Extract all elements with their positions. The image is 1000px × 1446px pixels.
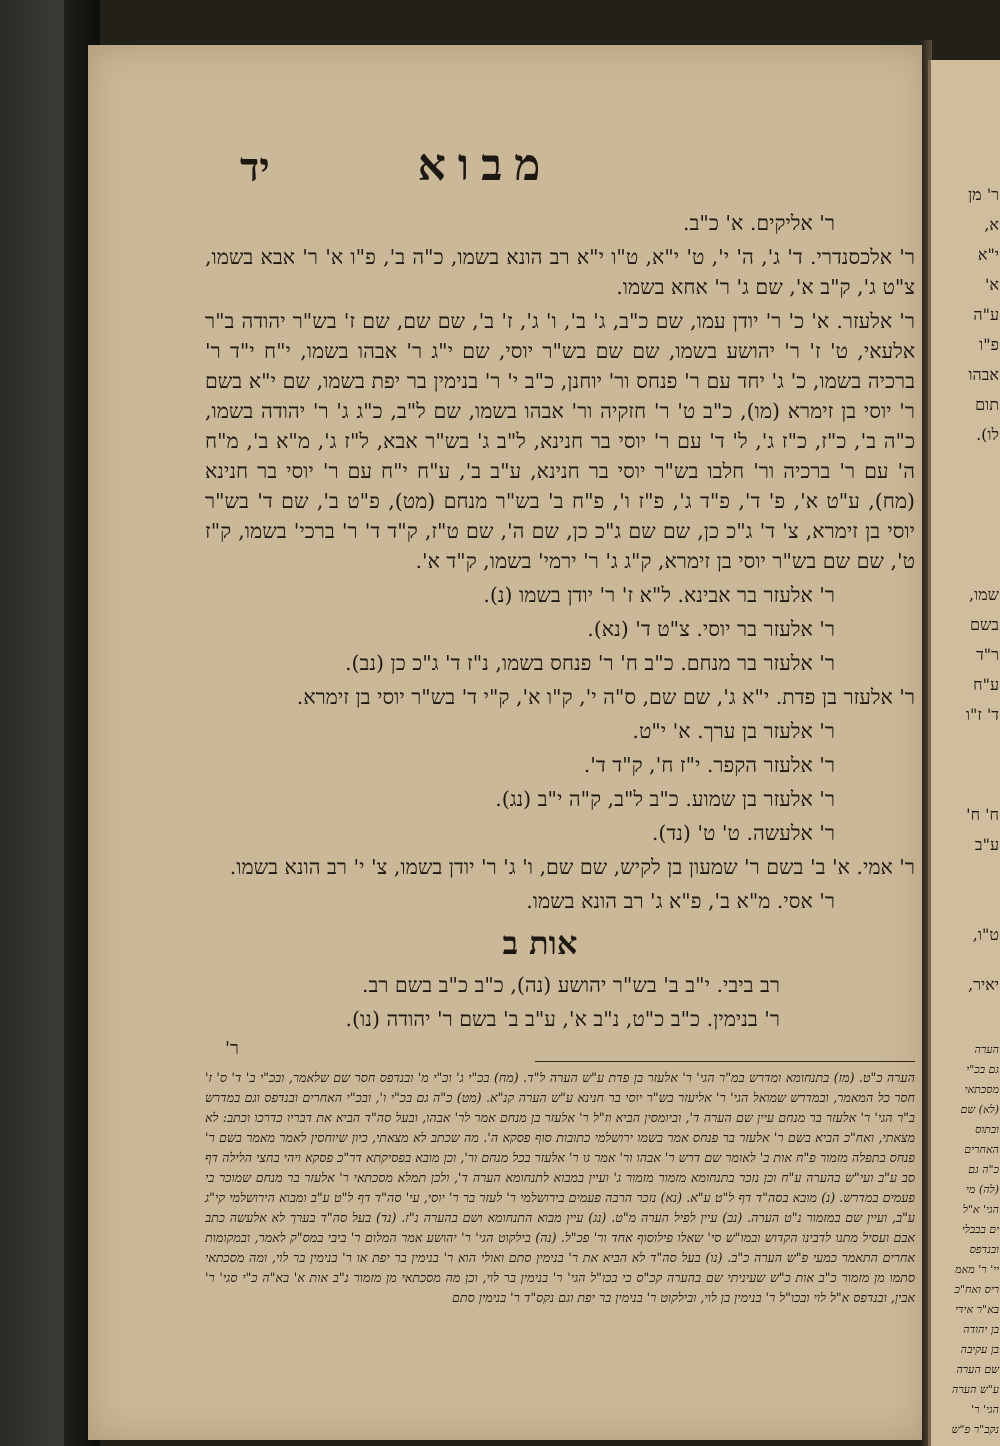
index-entry: ר' אסי. מ"א ב', פ"א ג' רב הונא בשמו.: [526, 889, 835, 913]
index-entry: ר' אלעזר בן ערך. א' י"ט.: [632, 719, 835, 743]
adjacent-line: א,: [984, 215, 999, 234]
adjacent-line: ע"ח: [973, 675, 999, 694]
adjacent-line: לו).: [976, 425, 999, 444]
index-entry: ר' אמי. א' ב' בשם ר' שמעון בן לקיש, שם שם, ו' ג' ר' יודן בשמו, צ' י' רב הונא בשמו.: [229, 855, 915, 879]
adjacent-page-text: [935, 180, 999, 1440]
page-right-edge: [928, 60, 1000, 1446]
adjacent-line: ח' ח': [966, 805, 999, 824]
adjacent-footnote: ובנדפס: [969, 1243, 999, 1256]
section-heading: אות ב: [502, 924, 578, 962]
adjacent-footnote: כ"ה גם: [968, 1163, 999, 1176]
adjacent-line: ר"ד: [976, 645, 999, 664]
adjacent-footnote: (לא) שם: [960, 1103, 999, 1116]
running-header: [205, 140, 915, 200]
adjacent-footnote: הערה: [974, 1043, 999, 1056]
index-entry: רב ביבי. י"ב ב' בש"ר יהושע (נה), כ"ב כ"ב בשם רב.: [361, 973, 780, 997]
adjacent-line: פ"ו: [979, 335, 999, 354]
adjacent-footnote: (לה) מי: [965, 1183, 999, 1196]
index-entry: ר' אלעזר בר אבינא. ל"א ז' ר' יודן בשמו (נ).: [483, 583, 835, 607]
footnotes: הערה כ"ט. (מז) בתנחומא ומדרש במ"ר הגי' ר' אלעזר בן פדת ע"ש הערה ל"ד. (מח) בכ"י ג' וכ"י מ' ובנדפס חסר שם שלאמר, ובכ"י ב' ד' ס' ז' חסר כל המאמר, ובמדרש שמואל הגי' ר' אליעזר בש"ר יוסי בר חנינא ע"ש הערה קנ"א. (מט) כ"ה גם בכ"י ו', ובכ"י האחרים ובנדפס וגם במדרש ב"ר הגי' ר' אלעזר בר מנחם עיין שם הערה ד', וביומסין הביא וז"ל ר' אלעזר בן מנחם אמר לר' אבהו, ובעל סה"ד הביא את דבריו כדרכו וכתב: לא מצאתי, ואח"כ הביא בשם ר' אלעזר בר פנחס אמר בשמו ירושלמי כתובות סוף פסקא ה'. מה שכתב לא מצאתי, כיון שיוחסין לאמר מאמר בשם ר' פנחס בתפלה מזמור פ"ח אות ב' לאומר שם דרש ר' אבהו ור' אמר גו ר' אלעזר בכל מנחם ור', וכן מובא בפסיקתא דר"כ פסקא ויהי בחצי הלילה דף סב ע"ב ועי"ש בהערה ע"ח וכן נזכר בתנחומא מזמור מזמור ג' ועיין במבוא לתנחומא הערה ד', ולכן תמלא מסכתאי ר' אלעזר בר מנחם שמוכר בי פעמים במדרש. (נ) מובא בסה"ד דף ל"ט ע"א. (נא) נזכר הרבה פעמים בירושלמי ר' לעזר בר ר' יוסי, עי' סה"ד דף ל"ט ע"ב ומבוא הירושלמי קי"ג ע"ב, ועיין שם במזמור נ"ט הערה. (נב) עיין לפיל הערה מ"ט. (נג) עיין מבוא התנחומא ושם בהערה נ"ז. (נד) בעל סה"ד בערך לא אלעשה כתב אבם ועסיל מתנו לדבינו הקדוש ובמו"ש סי' שאלו פילוסוף אחד ור' פכ"ל. (נה) בילקוט הגי' ר' יהושע אמר המלום ר' ביבי במס"ק לאמר, ובמקומות אחרים התאמר כמעי פ"ש הערה כ"ב. (נו) בעל סה"ד לא הביא את ר' בנימין סתם ואולי הוא ר' בנימין בר יפת או ר' בנימין בר לוי, ומה מסכתאי סתמו מן מזמור כ"ב אות כ"ש שעיניתי שם בהערה קכ"ס כי בכו"ל הגי' ר' בנימין בר לוי, וכן מה מסכתאי מן מזמור נ"ב אות א' בא"ה כ"י סגי' ר' אבין, ובנדפס א"ל לוי ובכו"ל ר' בנימין בן לוי, ובילקוט ר' בנימין בר יפת וגם נקס"ד ר' בנימין סתם: [205, 1070, 915, 1305]
adjacent-line: ד' ז"ו: [965, 705, 999, 724]
catchword: ר': [225, 1038, 239, 1059]
index-entry: ר' אלעזר הקפר. י"ז ח', ק"ד ד'.: [583, 753, 835, 777]
index-entry: ר' אלעשה. ט' ט' (נד).: [651, 821, 835, 845]
index-entry: ר' בנימין. כ"ב כ"ט, נ"ב א', ע"ב ב' בשם ר' יהודה (נו).: [345, 1007, 780, 1031]
page-title: מבוא: [417, 140, 553, 191]
index-entry: ר' אלכסנדרי. ד' ג', ה' י', ט' י"א, ט"ו י"א רב הונא בשמו, כ"ה ב', פ"ו א' ר' אבא בשמו, צ"ט ג', ק"ב א', שם ג' ר' אחא בשמו.: [205, 245, 915, 299]
adjacent-line: י"א: [977, 245, 999, 264]
adjacent-line: יאיר,: [968, 975, 999, 994]
adjacent-footnote: הגי' ר': [971, 1403, 999, 1416]
adjacent-footnote: ים בבבלי: [961, 1223, 999, 1236]
adjacent-footnote: מסכתאי: [964, 1083, 999, 1096]
adjacent-line: א': [985, 275, 999, 294]
index-entry: ר' אלעזר. א' כ' ר' יודן עמו, שם כ"ב, ג' ב', ו' ג', ז' ב', שם שם, שם ז' בש"ר יהודה ב"ר אלעאי, ט' ז' ר' יהושע בשמו, שם שם בש"ר יוסי, שם י"ג ר' אבהו בשמו, י"ח י"ד ר' ברכיה בשמו, כ' ג' יחד עם ר' פנחס ור' יוחנן, כ"ב י' ר' בנימין בר יפת בשמו, שם י"א בשם ר' יוסי בן זימרא (מו), כ"ב ט' ר' חזקיה ור' אבהו בשמו, שם ל"ב, כ"ג ג' ר' יהודה בשמו, כ"ה ב', כ"ז, כ"ז ג', ל' ד' עם ר' יוסי בר חנינא, ל"ב ג' בש"ר אבא, ל"ז ג', מ"א ב', מ"ח ה' עם ר' ברכיה ור' חלבו בש"ר יוסי בר חנינא, ע"ב ב', ע"ח י"ח עם ר' יוסי בר חנינא (מח), ע"ט א', פ' ד', פ"ד ג', פ"ז ו', פ"ח ב' בש"ר מנחם (מט), פ"ט ב', שם ד' בש"ר יוסי בן זימרא, צ' ד' ג"כ כן, שם שם ג"כ כן, שם ה', שם ט"ז, ק"ד ד' ר' ברכי' בשמו, ק"ז ט', שם שם בש"ר יוסי בן זימרא, ק"ג ג' ר' ירמי' בשמו, ק"ד א'.: [205, 309, 915, 573]
adjacent-line: ע"ה: [973, 305, 999, 324]
adjacent-footnote: גם בכ"י: [966, 1063, 999, 1076]
adjacent-footnote: בא"ר אידי: [955, 1303, 999, 1316]
adjacent-line: תום: [975, 395, 999, 414]
index-entry: ר' אלעזר בן פדת. י"א ג', שם שם, ס"ה י', ק"ו א', ק"י ד' בש"ר יוסי בן זימרא.: [296, 685, 915, 709]
adjacent-line: שמו,: [969, 585, 999, 604]
adjacent-footnote: בן עקיבה: [960, 1343, 999, 1356]
adjacent-footnote: ע"ש הערה: [951, 1383, 999, 1396]
adjacent-footnote: האחרים: [964, 1143, 999, 1156]
index-entry: ר' אלעזר בר יוסי. צ"ט ד' (נא).: [587, 617, 835, 641]
index-entry: ר' אליקים. א' כ"ב.: [683, 211, 835, 235]
adjacent-footnote: נקב"ר פ"ש: [951, 1423, 999, 1436]
adjacent-line: ר' מן: [968, 185, 999, 204]
adjacent-line: אבהו: [968, 365, 999, 384]
footnote-rule: [535, 1061, 915, 1062]
adjacent-line: בשם: [969, 615, 999, 634]
adjacent-footnote: בן יהודה: [963, 1323, 999, 1336]
adjacent-line: ט"ו,: [972, 925, 999, 944]
adjacent-footnote: ובתוס: [975, 1123, 999, 1136]
index-entry: ר' אלעזר בן שמוע. כ"ב ל"ב, ק"ה י"ב (נג).: [495, 787, 835, 811]
adjacent-line: ע"ב: [974, 835, 999, 854]
page-number: יד: [240, 144, 270, 191]
adjacent-footnote: יי' ר' מאמ: [955, 1263, 999, 1276]
adjacent-footnote: שם הערה: [956, 1363, 999, 1376]
index-entry: ר' אלעזר בר מנחם. כ"ב ח' ר' פנחס בשמו, נ"ז ד' ג"כ כן (נב).: [344, 651, 835, 675]
adjacent-footnote: ריס ואח"כ: [954, 1283, 999, 1296]
main-text-block: [205, 140, 915, 1308]
adjacent-footnote: הגי' א"ל: [962, 1203, 999, 1216]
